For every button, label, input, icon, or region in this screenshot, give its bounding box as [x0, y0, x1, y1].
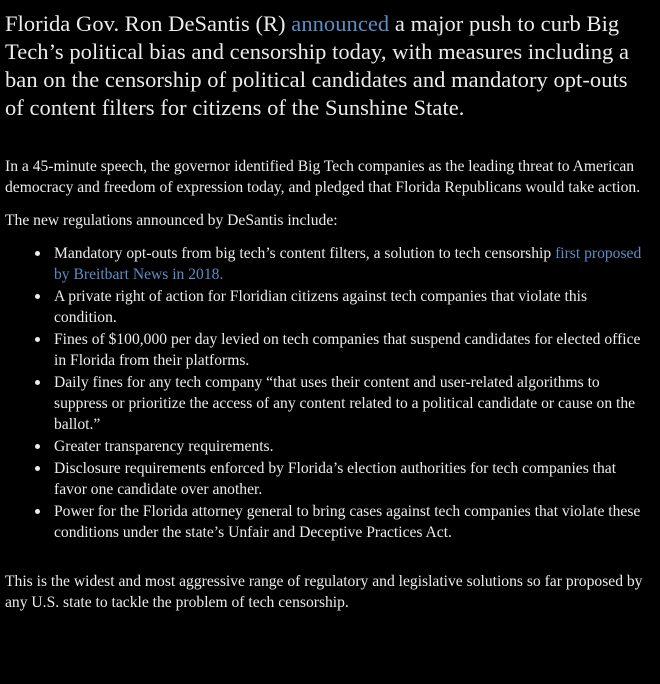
lead-text-start: Florida Gov. Ron DeSantis (R)	[5, 11, 292, 36]
closing-paragraph: This is the widest and most aggressive range of regulatory and legislative solutions so far proposed by any U.S. state to tackle the problem of tech censorship.	[5, 573, 643, 611]
list-item-text: Daily fines for any tech company “that uses their content and user-related algorithms to suppress or prioritize the access of any content related to a political candidate or cause on the ballot.”	[54, 374, 636, 433]
list-item	[35, 458, 652, 500]
list-item	[35, 372, 652, 435]
regulations-list	[5, 243, 652, 543]
list-item-text: Fines of $100,000 per day levied on tech companies that suspend candidates for elected office in Florida from their platforms.	[54, 331, 641, 369]
bullet-icon	[35, 444, 40, 449]
list-item	[35, 286, 652, 328]
bullet-icon	[35, 337, 40, 342]
list-item-text: Power for the Florida attorney general to bring cases against tech companies that violate these conditions under the state’s Unfair and Deceptive Practices Act.	[54, 503, 641, 541]
breitbart-2018-link[interactable]: first proposed by Breitbart News in 2018.	[54, 245, 642, 283]
bullet-icon	[35, 294, 40, 299]
speech-paragraph: In a 45-minute speech, the governor identified Big Tech companies as the leading threat to American democracy and freedom of expression today, and pledged that Florida Republicans would take action.	[5, 158, 641, 196]
lead-text-end: a major push to curb Big Tech’s political bias and censorship today, with measures including a ban on the censorship of political candidates and mandatory opt-outs of content filters for citizens of the Sunshine State.	[5, 11, 630, 120]
list-intro-paragraph: The new regulations announced by DeSantis include:	[5, 212, 338, 229]
list-item-text: A private right of action for Floridian citizens against tech companies that violate this condition.	[54, 288, 588, 326]
lead-paragraph	[5, 10, 652, 122]
bullet-icon	[35, 466, 40, 471]
bullet-icon	[35, 380, 40, 385]
announced-link[interactable]: announced	[291, 11, 390, 36]
list-item-text: Disclosure requirements enforced by Florida’s election authorities for tech companies that favor one candidate over another.	[54, 460, 617, 498]
bullet-icon	[35, 509, 40, 514]
list-item	[35, 436, 652, 457]
list-item	[35, 501, 652, 543]
list-item	[35, 243, 652, 285]
list-item-text: Mandatory opt-outs from big tech’s content filters, a solution to tech censorship	[54, 245, 556, 262]
bullet-icon	[35, 251, 40, 256]
list-item	[35, 329, 652, 371]
list-item-text: Greater transparency requirements.	[54, 438, 274, 455]
